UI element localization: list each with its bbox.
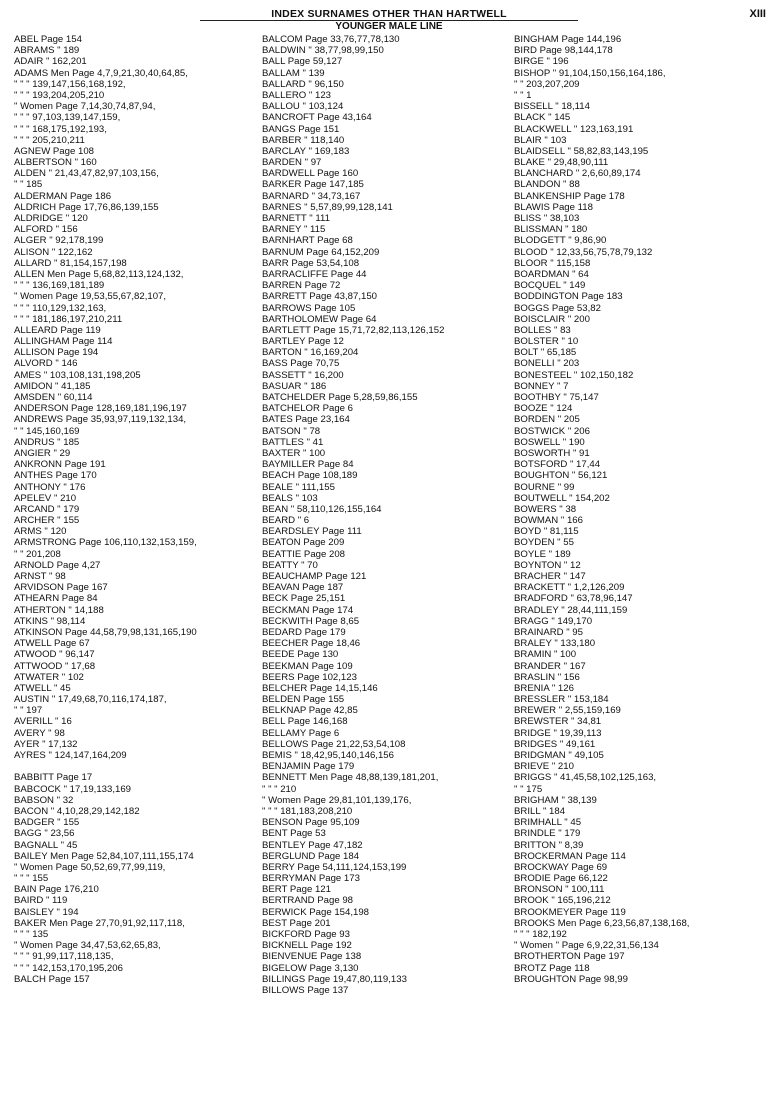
- index-entry: BROCKERMAN Page 114: [514, 850, 626, 862]
- index-entry: " " " 155: [14, 873, 49, 885]
- index-entry: BISHOP " 91,104,150,156,164,186,: [514, 67, 666, 79]
- index-entry: BEEDE Page 130: [262, 649, 339, 661]
- index-entry: BERTRAND Page 98: [262, 895, 354, 907]
- index-entry: BOYNTON " 12: [514, 559, 581, 571]
- index-entry: BERRYMAN Page 173: [262, 873, 360, 885]
- index-entry: BONNEY " 7: [514, 380, 569, 392]
- index-entry: BLISS " 38,103: [514, 213, 580, 224]
- index-entry: BONELLI " 203: [514, 358, 580, 370]
- index-entry: BILLINGS Page 19,47,80,119,133: [262, 973, 407, 985]
- index-entry: BROTZ Page 118: [514, 962, 590, 974]
- index-entry: BRADFORD " 63,78,96,147: [514, 593, 633, 605]
- index-entry: AMIDON " 41,185: [14, 380, 91, 392]
- index-entry: BACON " 4,10,28,29,142,182: [14, 805, 140, 817]
- index-entry: BLAKE " 29,48,90,111: [514, 157, 609, 169]
- index-entry: " " " 91,99,117,118,135,: [14, 951, 114, 963]
- index-entry: BOISCLAIR " 200: [514, 313, 590, 325]
- index-entry: BEECHER Page 18,46: [262, 638, 361, 650]
- index-entry: BALDWIN " 38,77,98,99,150: [262, 45, 384, 57]
- index-entry: BELLAMY Page 6: [262, 727, 340, 739]
- index-entry: BAXTER " 100: [262, 447, 326, 459]
- index-entry: BREWER " 2,55,159,169: [514, 705, 621, 717]
- index-entry: BATES Page 23,164: [262, 414, 350, 426]
- index-entry: " " " 182,192: [514, 929, 567, 940]
- index-entry: BRIGHAM " 38,139: [514, 794, 597, 806]
- index-entry: ALLINGHAM Page 114: [14, 336, 113, 348]
- index-entry: BROOK " 165,196,212: [514, 895, 611, 907]
- index-entry: BEST Page 201: [262, 917, 331, 929]
- index-entry: ALDEN " 21,43,47,82,97,103,156,: [14, 168, 159, 180]
- index-entry: BECKMAN Page 174: [262, 604, 354, 616]
- index-entry: BRAMIN " 100: [514, 649, 577, 661]
- index-entry: BELKNAP Page 42,85: [262, 705, 358, 717]
- index-entry: BRALEY " 133,180: [514, 638, 596, 650]
- index-entry: ALLEARD Page 119: [14, 324, 101, 336]
- index-entry: BIENVENUE Page 138: [262, 951, 362, 963]
- index-entry: BELDEN Page 155: [262, 694, 345, 706]
- index-entry: BELCHER Page 14,15,146: [262, 682, 378, 694]
- index-entry: BARTLEY Page 12: [262, 336, 344, 348]
- index-entry: BRANDER " 167: [514, 660, 586, 672]
- index-entry: ATTWOOD " 17,68: [14, 660, 96, 672]
- index-entry: BADGER " 155: [14, 817, 80, 829]
- index-entry: " " 201,208: [14, 548, 61, 560]
- index-entry: BENSON Page 95,109: [262, 817, 360, 829]
- index-entry: BEEKMAN Page 109: [262, 660, 353, 672]
- index-entry: ATWOOD " 96,147: [14, 649, 95, 661]
- index-entry: BLOOD " 12,33,56,75,78,79,132: [514, 246, 653, 258]
- index-entry: BRASLIN " 156: [514, 671, 580, 683]
- index-entry: BLAWIS Page 118: [514, 201, 593, 213]
- index-entry: BIRD Page 98,144,178: [514, 45, 613, 57]
- index-entry: ANTHES Page 170: [14, 470, 97, 482]
- index-entry: BOCQUEL " 149: [514, 280, 586, 292]
- page-number: XIII: [749, 8, 766, 20]
- index-entry: BRODIE Page 66,122: [514, 873, 608, 885]
- index-entry: BODDINGTON Page 183: [514, 291, 623, 303]
- index-entry: ALDRICH Page 17,76,86,139,155: [14, 201, 159, 213]
- index-entry: ARNST " 98: [14, 571, 66, 582]
- index-entry: BARTLETT Page 15,71,72,82,113,126,152: [262, 324, 445, 336]
- index-entry: BAILEY Men Page 52,84,107,111,155,174: [14, 850, 194, 862]
- index-entry: ARMS " 120: [14, 526, 67, 538]
- index-entry: BERWICK Page 154,198: [262, 906, 370, 918]
- index-entry: ALFORD " 156: [14, 224, 78, 236]
- index-entry: BOTSFORD " 17,44: [514, 459, 601, 471]
- index-entry: " " " 136,169,181,189: [14, 280, 105, 292]
- index-entry: BEAVAN Page 187: [262, 582, 344, 594]
- index-entry: " " " 97,103,139,147,159,: [14, 112, 121, 124]
- index-entry: BROCKWAY Page 69: [514, 861, 608, 873]
- index-entry: BRACKETT " 1,2,126,209: [514, 582, 625, 594]
- index-entry: BEALE " 111,155: [262, 481, 335, 493]
- index-entry: BARNETT " 111: [262, 213, 330, 224]
- index-entry: BRONSON " 100,111: [514, 884, 605, 896]
- index-entry: BOYLE " 189: [514, 548, 571, 560]
- index-entry: BARRACLIFFE Page 44: [262, 268, 367, 280]
- index-entry: BERT Page 121: [262, 884, 331, 896]
- index-entry: BRILL " 184: [514, 805, 566, 817]
- page-subtitle: YOUNGER MALE LINE: [335, 21, 443, 32]
- index-entry: " " 185: [14, 179, 43, 191]
- index-entry: BEAUCHAMP Page 121: [262, 571, 367, 582]
- index-entry: BAIRD " 119: [14, 895, 68, 907]
- index-entry: BABSON " 32: [14, 794, 74, 806]
- index-entry: BLODGETT " 9,86,90: [514, 235, 607, 247]
- index-entry: BRITTON " 8,39: [514, 839, 584, 851]
- index-entry: BREWSTER " 34,81: [514, 716, 602, 728]
- index-entry: BEACH Page 108,189: [262, 470, 358, 482]
- index-entry: BALCOM Page 33,76,77,78,130: [262, 34, 400, 45]
- index-entry: ALISON " 122,162: [14, 246, 93, 258]
- index-entry: BATTLES " 41: [262, 436, 324, 448]
- index-entry: BALLAM " 139: [262, 67, 325, 79]
- index-entry: BOSTWICK " 206: [514, 425, 590, 437]
- index-entry: BARBER " 118,140: [262, 134, 345, 146]
- index-entry: BISSELL " 18,114: [514, 101, 590, 113]
- index-entry: BERRY Page 54,111,124,153,199: [262, 861, 407, 873]
- index-entry: BASS Page 70,75: [262, 358, 340, 370]
- index-entry: BEAN " 58,110,126,155,164: [262, 503, 382, 515]
- index-entry: BARDWELL Page 160: [262, 168, 359, 180]
- index-entry: BLANCHARD " 2,6,60,89,174: [514, 168, 641, 180]
- index-entry: ATKINS " 98,114: [14, 615, 86, 627]
- index-entry: ATWELL " 45: [14, 682, 71, 694]
- index-entry: AYRES " 124,147,164,209: [14, 750, 127, 761]
- index-entry: BARRETT Page 43,87,150: [262, 291, 378, 303]
- index-entry: BLANKENSHIP Page 178: [514, 190, 625, 202]
- index-entry: " Women Page 29,81,101,139,176,: [262, 794, 412, 806]
- index-entry: ARNOLD Page 4,27: [14, 559, 101, 571]
- index-entry: BLAIDSELL " 58,82,83,143,195: [514, 145, 649, 157]
- index-entry: BAYMILLER Page 84: [262, 459, 354, 471]
- index-entry: BABBITT Page 17: [14, 772, 93, 784]
- index-entry: BEATTIE Page 208: [262, 548, 346, 560]
- index-entry: BAIN Page 176,210: [14, 884, 99, 896]
- index-column-2: [262, 34, 526, 996]
- index-entry: BEARD " 6: [262, 515, 310, 527]
- index-entry: BRIDGMAN " 49,105: [514, 750, 604, 761]
- index-entry: ARCAND " 179: [14, 503, 80, 515]
- index-entry: BICKNELL Page 192: [262, 940, 352, 952]
- index-entry: BENJAMIN Page 179: [262, 761, 355, 773]
- index-entry: BARREN Page 72: [262, 280, 341, 292]
- index-entry: BIRGE " 196: [514, 56, 569, 68]
- index-entry: BRADLEY " 28,44,111,159: [514, 604, 628, 616]
- index-entry: AMSDEN " 60,114: [14, 392, 93, 403]
- index-entry: BEALS " 103: [262, 492, 318, 504]
- index-entry: " " " 135: [14, 929, 49, 940]
- index-entry: " " 197: [14, 705, 43, 717]
- index-entry: " " 203,207,209: [514, 78, 580, 90]
- index-entry: BEDARD Page 179: [262, 626, 346, 638]
- index-entry: BOOZE " 124: [514, 403, 573, 415]
- index-entry: BLISSMAN " 180: [514, 224, 588, 236]
- index-entry: " " " 193,204,205,210: [14, 89, 105, 101]
- index-entry: " Women Page 19,53,55,67,82,107,: [14, 291, 167, 303]
- index-entry: BRIEVE " 210: [514, 761, 574, 773]
- index-entry: BARROWS Page 105: [262, 302, 356, 314]
- index-entry: BEERS Page 102,123: [262, 671, 357, 683]
- index-entry: ADAMS Men Page 4,7,9,21,30,40,64,85,: [14, 67, 188, 79]
- index-entry: APELEV " 210: [14, 492, 77, 504]
- index-entry: ATWATER " 102: [14, 671, 84, 683]
- index-entry: BOSWORTH " 91: [514, 447, 590, 459]
- index-entry: ATHEARN Page 84: [14, 593, 98, 605]
- index-entry: BINGHAM Page 144,196: [514, 34, 622, 45]
- index-entry: BRIMHALL " 45: [514, 817, 582, 829]
- index-entry: ANGIER " 29: [14, 447, 71, 459]
- index-entry: BEATON Page 209: [262, 537, 345, 549]
- index-entry: BARNARD " 34,73,167: [262, 190, 361, 202]
- index-entry: BENT Page 53: [262, 828, 326, 840]
- index-entry: BAGG " 23,56: [14, 828, 75, 840]
- index-entry: BLOOR " 115,158: [514, 257, 591, 269]
- index-entry: " " 1: [514, 89, 532, 101]
- index-entry: BABCOCK " 17,19,133,169: [14, 783, 132, 795]
- index-entry: BRIDGE " 19,39,113: [514, 727, 602, 739]
- index-entry: BOUTWELL " 154,202: [514, 492, 610, 504]
- index-entry: BELLOWS Page 21,22,53,54,108: [262, 738, 406, 750]
- index-entry: BATCHELOR Page 6: [262, 403, 353, 415]
- index-entry: " " " 210: [262, 783, 297, 795]
- index-entry: " Women Page 34,47,53,62,65,83,: [14, 940, 161, 952]
- index-entry: BARDEN " 97: [262, 157, 322, 169]
- index-entry: BENNETT Men Page 48,88,139,181,201,: [262, 772, 439, 784]
- index-entry: BARNES " 5,57,89,99,128,141: [262, 201, 393, 213]
- index-entry: BROTHERTON Page 197: [514, 951, 625, 963]
- index-entry: BARCLAY " 169,183: [262, 145, 350, 157]
- index-entry: BRINDLE " 179: [514, 828, 581, 840]
- index-entry: " Women Page 50,52,69,77,99,119,: [14, 861, 166, 873]
- index-entry: ARVIDSON Page 167: [14, 582, 108, 594]
- index-entry: ADAIR " 162,201: [14, 56, 87, 68]
- index-entry: BARNHART Page 68: [262, 235, 353, 247]
- index-entry: BENTLEY Page 47,182: [262, 839, 363, 851]
- index-entry: BOARDMAN " 64: [514, 268, 589, 280]
- index-entry: BALL Page 59,127: [262, 56, 343, 68]
- index-entry: BOSWELL " 190: [514, 436, 585, 448]
- index-entry: ANKRONN Page 191: [14, 459, 106, 471]
- index-entry: BICKFORD Page 93: [262, 929, 350, 940]
- index-entry: " " " 181,183,208,210: [262, 805, 353, 817]
- index-entry: BIGELOW Page 3,130: [262, 962, 359, 974]
- index-entry: BOLT " 65,185: [514, 347, 577, 359]
- index-entry: BLACKWELL " 123,163,191: [514, 123, 634, 135]
- index-entry: ALVORD " 146: [14, 358, 78, 370]
- index-entry: " " 175: [514, 783, 543, 795]
- index-entry: " " " 181,186,197,210,211: [14, 313, 123, 325]
- index-entry: BEARDSLEY Page 111: [262, 526, 362, 538]
- index-entry: BECK Page 25,151: [262, 593, 346, 605]
- index-entry: ARMSTRONG Page 106,110,132,153,159,: [14, 537, 197, 549]
- index-entry: ATKINSON Page 44,58,79,98,131,165,190: [14, 626, 197, 638]
- index-entry: BLANDON " 88: [514, 179, 580, 191]
- index-entry: " Women Page 7,14,30,74,87,94,: [14, 101, 156, 113]
- index-entry: ARCHER " 155: [14, 515, 80, 527]
- index-entry: " Women " Page 6,9,22,31,56,134: [514, 940, 659, 952]
- index-entry: AGNEW Page 108: [14, 145, 94, 157]
- index-entry: BONESTEEL " 102,150,182: [514, 369, 634, 381]
- index-entry: BALLOU " 103,124: [262, 101, 344, 113]
- index-entry: AMES " 103,108,131,198,205: [14, 369, 141, 381]
- index-entry: BORDEN " 205: [514, 414, 580, 426]
- index-entry: BECKWITH Page 8,65: [262, 615, 360, 627]
- index-entry: BRIGGS " 41,45,58,102,125,163,: [514, 772, 657, 784]
- index-entry: BANCROFT Page 43,164: [262, 112, 372, 124]
- index-entry: BROOKMEYER Page 119: [514, 906, 626, 918]
- index-entry: BAGNALL " 45: [14, 839, 78, 851]
- index-entry: BALLERO " 123: [262, 89, 332, 101]
- index-entry: ANTHONY " 176: [14, 481, 86, 493]
- index-entry: ALDRIDGE " 120: [14, 213, 88, 224]
- index-entry: ALLEN Men Page 5,68,82,113,124,132,: [14, 268, 184, 280]
- index-entry: BRAGG " 149,170: [514, 615, 593, 627]
- index-entry: BEATTY " 70: [262, 559, 318, 571]
- index-entry: BILLOWS Page 137: [262, 984, 349, 996]
- index-entry: " " " 142,153,170,195,206: [14, 962, 123, 974]
- index-entry: BANGS Page 151: [262, 123, 340, 135]
- index-column-1: [14, 34, 268, 985]
- index-spacer: [14, 761, 268, 772]
- index-entry: BRAINARD " 95: [514, 626, 583, 638]
- index-entry: BOOTHBY " 75,147: [514, 392, 599, 403]
- index-entry: BATCHELDER Page 5,28,59,86,155: [262, 392, 418, 403]
- index-entry: BARTHOLOMEW Page 64: [262, 313, 377, 325]
- index-entry: BROUGHTON Page 98,99: [514, 973, 628, 985]
- index-entry: BOURNE " 99: [514, 481, 575, 493]
- index-entry: BOWMAN " 166: [514, 515, 583, 527]
- index-entry: BARKER Page 147,185: [262, 179, 364, 191]
- index-entry: BRENIA " 126: [514, 682, 574, 694]
- index-entry: BROOKS Men Page 6,23,56,87,138,168,: [514, 917, 690, 929]
- index-entry: BLACK " 145: [514, 112, 571, 124]
- page-title: INDEX SURNAMES OTHER THAN HARTWELL: [200, 8, 578, 21]
- index-entry: " " " 168,175,192,193,: [14, 123, 107, 135]
- index-entry: BAKER Men Page 27,70,91,92,117,118,: [14, 917, 185, 929]
- index-entry: BASSETT " 16,200: [262, 369, 344, 381]
- index-entry: AVERILL " 16: [14, 716, 72, 728]
- index-entry: ABEL Page 154: [14, 34, 82, 45]
- index-entry: BEMIS " 18,42,95,140,146,156: [262, 750, 394, 761]
- index-entry: ATHERTON " 14,188: [14, 604, 104, 616]
- index-entry: BAISLEY " 194: [14, 906, 79, 918]
- index-entry: BALCH Page 157: [14, 973, 90, 985]
- index-entry: ALBERTSON " 160: [14, 157, 97, 169]
- index-entry: BARNEY " 115: [262, 224, 326, 236]
- index-entry: " " " 110,129,132,163,: [14, 302, 107, 314]
- index-entry: AVERY " 98: [14, 727, 65, 739]
- index-entry: BOYDEN " 55: [514, 537, 574, 549]
- index-entry: BRESSLER " 153,184: [514, 694, 609, 706]
- index-entry: ALGER " 92,178,199: [14, 235, 104, 247]
- index-entry: BELL Page 146,168: [262, 716, 348, 728]
- index-entry: BASUAR " 186: [262, 380, 327, 392]
- index-entry: BATSON " 78: [262, 425, 321, 437]
- index-entry: BOYD " 81,115: [514, 526, 579, 538]
- index-entry: " " " 205,210,211: [14, 134, 85, 146]
- index-entry: BERGLUND Page 184: [262, 850, 360, 862]
- index-entry: ALLISON Page 194: [14, 347, 99, 359]
- index-entry: ALDERMAN Page 186: [14, 190, 112, 202]
- index-entry: ANDREWS Page 35,93,97,119,132,134,: [14, 414, 187, 426]
- index-entry: BALLARD " 96,150: [262, 78, 344, 90]
- index-entry: AYER " 17,132: [14, 738, 78, 750]
- index-entry: ABRAMS " 189: [14, 45, 80, 57]
- index-entry: " " " 139,147,156,168,192,: [14, 78, 126, 90]
- index-entry: BRIDGES " 49,161: [514, 738, 596, 750]
- index-entry: " " 145,160,169: [14, 425, 80, 437]
- index-entry: BRACHER " 147: [514, 571, 586, 582]
- index-entry: ATWELL Page 67: [14, 638, 90, 650]
- index-entry: BOGGS Page 53,82: [514, 302, 601, 314]
- index-entry: AUSTIN " 17,49,68,70,116,174,187,: [14, 694, 167, 706]
- index-entry: ALLARD " 81,154,157,198: [14, 257, 127, 269]
- index-entry: BARNUM Page 64,152,209: [262, 246, 380, 258]
- index-entry: BOLSTER " 10: [514, 336, 579, 348]
- index-entry: BOWERS " 38: [514, 503, 577, 515]
- index-entry: BARTON " 16,169,204: [262, 347, 359, 359]
- index-entry: ANDERSON Page 128,169,181,196,197: [14, 403, 187, 415]
- index-entry: BLAIR " 103: [514, 134, 567, 146]
- index-entry: BARR Page 53,54,108: [262, 257, 360, 269]
- index-entry: BOLLES " 83: [514, 324, 571, 336]
- index-entry: BOUGHTON " 56,121: [514, 470, 608, 482]
- index-column-3: [514, 34, 776, 985]
- index-entry: ANDRUS " 185: [14, 436, 80, 448]
